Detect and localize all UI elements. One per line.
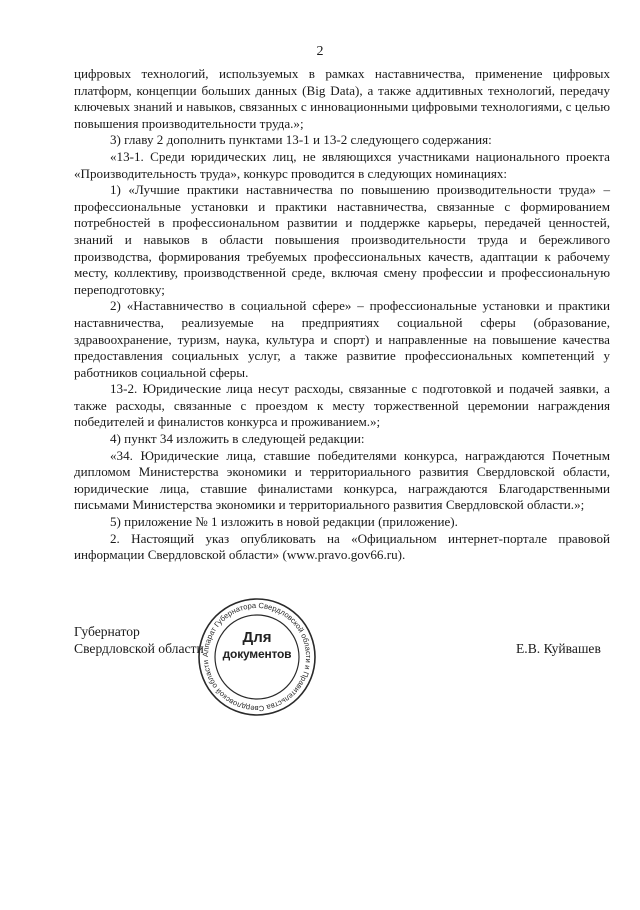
paragraph: 13-2. Юридические лица несут расходы, связанные с подготовкой и подачей заявки, а также расходы, связанные с проездом к месту торжественной церемонии награждения победителей и финалистов конкурса и проживанием.»; xyxy=(74,381,610,430)
paragraph: 3) главу 2 дополнить пунктами 13-1 и 13-2 следующего содержания: xyxy=(110,132,492,148)
signatory-position xyxy=(74,623,204,657)
paragraph: цифровых технологий, используемых в рамках наставничества, применение цифровых платформ, концепции больших данных (Big Data), а также аддитивных технологий, передачу ключевых знаний и навыков, связанных с инновационными цифровыми технологиями, с целью повышения производительности труда.»; xyxy=(74,66,610,131)
document-body xyxy=(74,66,610,564)
paragraph: 1) «Лучшие практики наставничества по повышению производительности труда» – профессиональные установки и практики наставничества, связанные с формированием потребностей в профессиональном развитии и поддержке карьеры, передачей ценностей, знаний и навыков в области повышения производительности труда и бережливого производства, формирования требуемых профессиональных качеств, адаптации к рабочему месту, коллективу, производственной среде, включая смену профессии и профессиональную переподготовку; xyxy=(74,182,610,297)
stamp-caption xyxy=(216,630,298,662)
signatory-name: Е.В. Куйвашев xyxy=(516,641,601,656)
paragraph: «13-1. Среди юридических лиц, не являющихся участниками национального проекта «Производительность труда», конкурс проводится в следующих номинациях: xyxy=(74,148,610,181)
signatory-position-line1: Губернатор xyxy=(74,624,140,639)
signatory-position-line2: Свердловской области xyxy=(74,641,204,656)
svg-text:Аппарат Губернатора Свердловск: Аппарат Губернатора Свердловской области и Правительства Свердловской области xyxy=(200,600,314,714)
stamp-line1: Для xyxy=(242,629,272,646)
paragraph: 4) пункт 34 изложить в следующей редакции: xyxy=(110,431,365,447)
paragraph: «34. Юридические лица, ставшие победителями конкурса, награждаются Почетным дипломом Министерства экономики и территориального развития Свердловской области, юридические лица, ставшие финалистами конкурса, награждаются Благодарственными письмами Министерства экономики и территориального развития Свердловской области.»; xyxy=(74,447,610,513)
paragraph: 2) «Наставничество в социальной сфере» – профессиональные установки и практики наставничества, реализуемые на предприятиях социальной сферы (образование, здравоохранение, туризм, наука, культура и спорт) и направленные на повышение качества предоставления социальных услуг, а также развитие профессиональных компетенций у работников социальной сферы. xyxy=(74,298,610,380)
page-number: 2 xyxy=(316,44,324,59)
paragraph: 5) приложение № 1 изложить в новой редакции (приложение). xyxy=(110,514,458,530)
paragraph: 2. Настоящий указ опубликовать на «Официальном интернет-портале правовой информации Свердловской области» (www.pravo.gov66.ru). xyxy=(74,530,610,563)
official-stamp xyxy=(196,596,318,718)
stamp-line2: документов xyxy=(222,647,292,661)
